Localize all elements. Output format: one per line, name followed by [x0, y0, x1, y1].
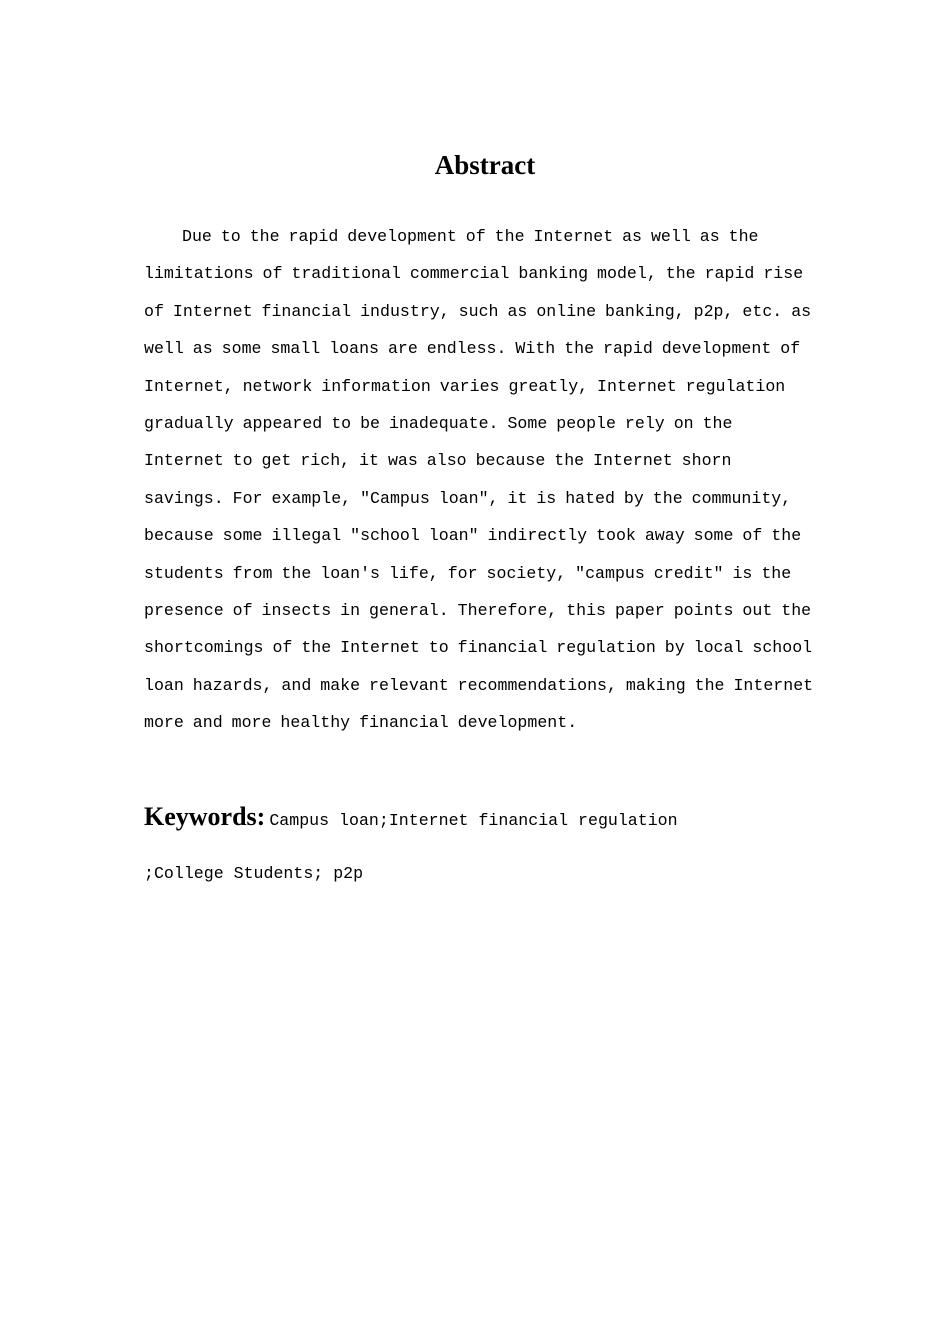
keywords-label: Keywords:: [144, 802, 266, 831]
keywords-continuation: ;College Students; p2p: [144, 864, 364, 883]
keywords-line: [144, 800, 844, 838]
abstract-paragraph: Due to the rapid development of the Internet as well as the limitations of traditional commercial banking model, the rapid rise of Internet financial industry, such as online banking, p2p, etc. as well as some small loans are endless. With the rapid development of Internet, network information varies greatly, Internet regulation gradually appeared to be inadequate. Some people rely on the Internet to get rich, it was also because the Internet shorn savings. For example, "Campus loan", it is hated by the community, because some illegal "school loan" indirectly took away some of the students from the loan's life, for society, "campus credit" is the presence of insects in general. Therefore, this paper points out the shortcomings of the Internet to financial regulation by local school loan hazards, and make relevant recommendations, making the Internet more and more healthy financial development.: [144, 227, 814, 733]
page-title: Abstract: [434, 150, 536, 180]
keywords-value: Campus loan;Internet financial regulation: [269, 811, 678, 830]
